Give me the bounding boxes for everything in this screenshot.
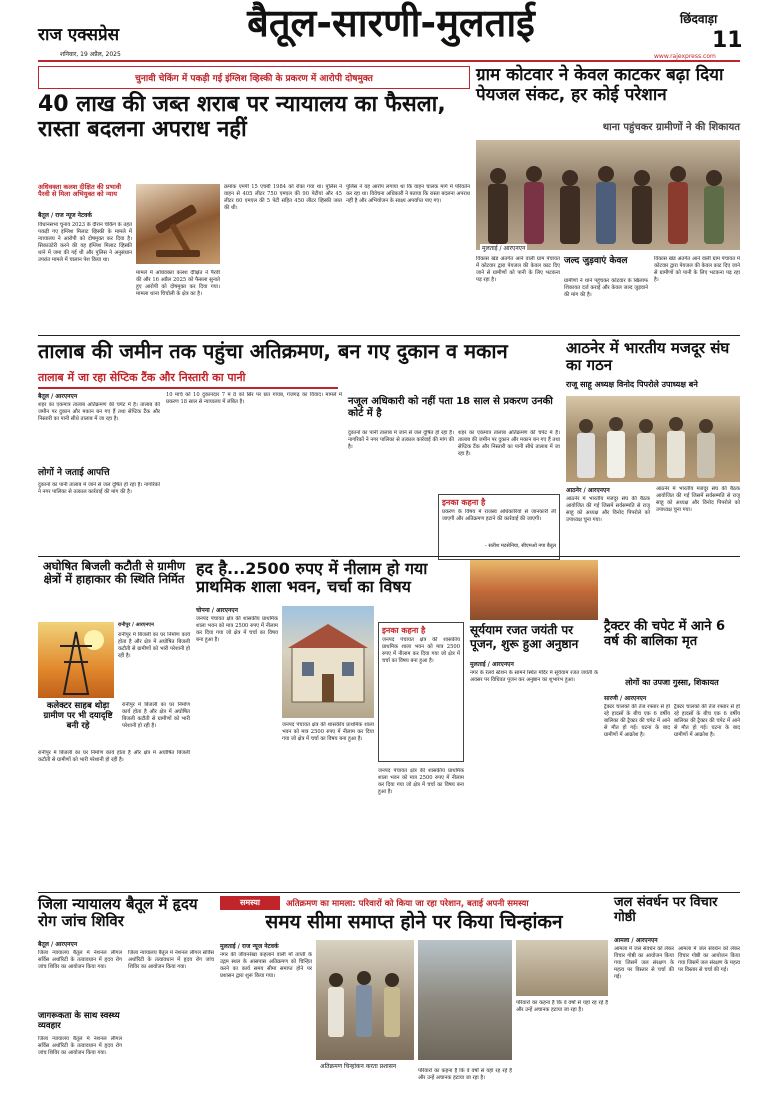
story-liquor-verdict <box>38 66 470 330</box>
story-byline: मुलताई / आरएनएन <box>470 661 514 668</box>
masthead-rule <box>38 60 740 62</box>
story-body: विकास खंड अंतर्गत आने वाली ग्राम पंचायत में कोटवार द्वारा पेयजल की केवल काट दिए जाने से ग्रामीणों को पानी के लिए भटकना पड़ रहा है। <box>476 256 560 283</box>
story-byline: आमला / आरएनएन <box>614 937 658 944</box>
section-tag: समस्या <box>220 896 280 910</box>
info-box-title: इनका कहना है <box>382 626 426 635</box>
story-subhead: अधिवक्ता कलश दीक्षित की प्रभावी पैरवी से मिला अभियुक्त को न्याय <box>38 183 122 199</box>
story-body: जनपद पंचायत क्षेत्र की शासकीय प्राथमिक शाला भवन को मात्र 2500 रुपए में नीलाम कर दिया गया जो क्षेत्र में चर्चा का विषय बना हुआ है। <box>378 768 464 795</box>
tractor-headline: ट्रैक्टर की चपेट में आने 6 वर्ष की बालिका मृत <box>604 619 725 649</box>
story-headline: अघोषित बिजली कटौती से ग्रामीण क्षेत्रों में हाहाकार की स्थिति निर्मित <box>42 559 186 587</box>
pull-quote: नजूल अधिकारी को नहीं पता 18 साल से प्रकरण उनकी कोर्ट में है <box>348 396 553 419</box>
highlight-quote: कलेक्टर साहब थोड़ा ग्रामीण पर भी दयादृष्टि बनी रहे <box>43 701 113 731</box>
page-number: 11 <box>712 28 743 53</box>
story-body: रानीपुर में बिजली का घर निर्माण कार्य होता है और क्षेत्र में अघोषित बिजली कटौती से ग्रामीणों को भारी परेशानी हो रही है। <box>118 632 190 659</box>
story-body: नगर की जीवनरेखा कहलाने वाली माँ ताप्ती के उद्गम स्थल के आसपास अतिक्रमण को चिन्हित करने का कार्य समय सीमा समाप्त होने पर प्रशासन द्वारा शुरू किया गया। <box>220 952 312 979</box>
story-kicker: चुनावी चेकिंग में पकड़ी गई इंग्लिश व्हिस्की के प्रकरण में आरोपी दोषमुक्त <box>38 66 470 89</box>
building-icon <box>282 606 374 718</box>
story-headline: ग्राम कोटवार ने केवल काटकर बढ़ा दिया पेयजल संकट, हर कोई परेशान <box>476 65 724 105</box>
story-power-cuts <box>38 560 190 888</box>
tower-icon <box>38 622 114 698</box>
masthead <box>0 0 778 62</box>
story-subhead: थाना पहुंचकर ग्रामीणों ने की शिकायत <box>602 122 740 133</box>
story-headline: समय सीमा समाप्त होने पर किया चिन्हांकन <box>265 911 563 933</box>
marking-photo-1 <box>316 940 414 1060</box>
story-school-auction <box>196 560 464 888</box>
story-body: ग्रामीणों ने थाने पहुंचकर कोटवार के खिलाफ शिकायत दर्ज कराई और केवल जल्द जुड़वाने की मांग की है। <box>564 278 648 298</box>
story-headline: आठनेर में भारतीय मजदूर संघ का गठन <box>566 339 730 375</box>
story-byline: रानीपुर / आरएनएन <box>118 622 154 628</box>
union-meeting-photo <box>566 396 740 482</box>
story-headline: सूर्ययाम रजत जयंती पर पूजन, शुरू हुआ अनुष्ठान <box>470 623 579 651</box>
story-body: ट्रैक्टर चालकों की तेज रफ्तार से हो रहे हादसों के बीच एक 6 वर्षीय बालिका की ट्रैक्टर की चपेट में आने से मौत हो गई। घटना के बाद ग्रामीणों में आक्रोश है। <box>674 704 740 738</box>
marking-photo-3 <box>516 940 608 996</box>
story-body: ट्रैक्टर चालकों की तेज रफ्तार से हो रहे हादसों के बीच एक 6 वर्षीय बालिका की ट्रैक्टर की चपेट में आने से मौत हो गई। घटना के बाद ग्रामीणों में आक्रोश है। <box>604 704 670 738</box>
marking-photo-2 <box>418 940 512 1060</box>
story-body: जनपद पंचायत क्षेत्र की शासकीय प्राथमिक शाला भवन को मात्र 2500 रुपए में नीलाम कर दिया गया जो क्षेत्र में चर्चा का विषय बना हुआ है। <box>282 722 374 742</box>
story-body: आठनेर में भारतीय मजदूर संघ की बैठक आयोजित की गई जिसमें सर्वसम्मति से राजू साहू को अध्यक्ष और विनोद पिपरोले को उपाध्यक्ष चुना गया। <box>566 496 650 523</box>
photo-caption: मुलताई / आरएनएन <box>482 245 526 252</box>
side-heading: जागरूकता के साथ स्वस्थ्य व्यवहार <box>38 1011 120 1031</box>
story-body: जिला न्यायालय बैतूल में नेशनल लीगल सर्विस अथॉरिटी के तत्वावधान में हृदय रोग जांच शिविर का आयोजन किया गया। <box>128 950 214 970</box>
school-building-photo <box>282 606 374 718</box>
gavel-icon <box>136 184 220 264</box>
story-suryayam-pujan <box>470 560 598 888</box>
story-body: जिला न्यायालय बैतूल में नेशनल लीगल सर्विस अथॉरिटी के तत्वावधान में हृदय रोग जांच शिविर का आयोजन किया गया। <box>38 1036 122 1056</box>
story-body: परिवारों का कहना है कि वे वर्षों से यहां रह रहे हैं और उन्हें अचानक हटाया जा रहा है। <box>418 1068 512 1081</box>
story-heart-camp <box>38 896 214 1096</box>
story-body: जिला न्यायालय बैतूल में नेशनल लीगल सर्विस अथॉरिटी के तत्वावधान में हृदय रोग जांच शिविर का आयोजन किया गया। <box>38 950 122 970</box>
story-lake-encroachment <box>38 340 560 562</box>
crowd-figures <box>316 940 414 1060</box>
story-headline: जिला न्यायालय बैतूल में हृदय रोग जांच शिविर <box>38 895 198 931</box>
info-box-text: जनपद पंचायत क्षेत्र की शासकीय प्राथमिक शाला भवन को मात्र 2500 रुपए में नीलाम कर दिया गया जो क्षेत्र में चर्चा का विषय बना हुआ है। <box>382 637 460 665</box>
story-headline: तालाब की जमीन तक पहुंचा अतिक्रमण, बन गए दुकान व मकान <box>38 339 508 363</box>
story-byline: बैतूल / आरएनएन <box>38 941 78 948</box>
story-body: विधानसभा चुनाव 2023 के दौरान चेकिंग के तहत पकड़ी गए इंग्लिश मिलाट व्हिस्की के मामले में न्यायालय ने आरोपी को दोषमुक्त कर दिया है। सिकाउंटेरी करने की यह इंग्लिश मिलाट व्हिस्की थाने में जमा की गई थी और पुलिस ने अनुसंधान उपरांत मामले में चालान पेश किया था। <box>38 222 132 263</box>
story-byline: आठनेर / आरएनएन <box>566 487 610 494</box>
story-body: पुलिस ने यह आरोप लगाया था कि वाहन चालक मार्ग में परिवर्तन कर रहा था। विवेचना अधिकारी ने बताया कि रास्ता बदलना अपराध नहीं है और अभियोजन के साक्ष्य अपर्याप्त पाए गए। <box>346 184 470 204</box>
story-labour-union <box>566 340 740 552</box>
story-body: क्रमांक एमपी 15 एचबी 1984 को रोका गया था। पुलिस ने वाहन से 405 लीटर 750 एमएल की 90 पेटीयां और 45 लीटर 60 एमएल की 5 पेटी सहित 450 लीटर व्हिस्की जब्त की थी। <box>224 184 342 211</box>
website-link[interactable]: www.rajexpress.com <box>654 53 716 60</box>
story-body: 10 मार्च को 10 दुकानदार 7 मं 8 को सिर पर छत गायब, गंजगढ़ का विवाद। मामले में प्रकरण 18 साल से न्यायालय में लंबित है। <box>166 392 342 405</box>
story-body: विकास खंड अंतर्गत आने वाली ग्राम पंचायत में कोटवार द्वारा पेयजल की केवल काट दिए जाने से ग्रामीणों को पानी के लिए भटकना पड़ रहा है। <box>654 256 740 283</box>
story-kicker: अतिक्रमण का मामला: परिवारों को किया जा रहा परेशान, बताई अपनी समस्या <box>286 899 529 909</box>
pujan-photo <box>470 560 598 620</box>
side-heading: लोगों ने जताई आपत्ति <box>38 468 110 478</box>
story-byline: बैतूल / आरएनएन <box>38 393 78 400</box>
section-divider <box>38 335 740 336</box>
villagers-photo <box>476 140 740 250</box>
story-body: परिवारों का कहना है कि वे वर्षों से यहां रह रहे हैं और उन्हें अचानक हटाया जा रहा है। <box>516 1000 608 1013</box>
city-name: छिंदवाड़ा <box>680 12 718 26</box>
story-byline: मुलताई / राज न्यूज नेटवर्क <box>220 943 279 950</box>
story-headline: जल संवर्धन पर विचार गोष्ठी <box>614 895 718 925</box>
info-box-title: इनका कहना है <box>442 498 486 507</box>
info-box <box>378 622 464 762</box>
brand-name: राज एक्सप्रेस <box>38 25 120 45</box>
story-body: शहर का एकमात्र तालाब अतिक्रमण की चपेट में है। तालाब की जमीन पर दुकान और मकान बन गए हैं तथा सेप्टिक टैंक और निस्तारी का पानी सीधे तालाब में जा रहा है। <box>458 430 560 457</box>
power-tower-photo <box>38 622 114 698</box>
story-encroachment-marking <box>220 896 608 1096</box>
story-byline: बैतूल / राज न्यूज नेटवर्क <box>38 212 92 219</box>
story-subhead: लोगों का उपजा गुस्सा, शिकायत <box>625 678 719 687</box>
info-box-sign: - सतीश मटसेनिया, सीएमओ नपा बैतूल <box>485 543 556 550</box>
story-body: शहर का एकमात्र तालाब अतिक्रमण की चपेट में है। तालाब की जमीन पर दुकान और मकान बन गए हैं तथा सेप्टिक टैंक और निस्तारी का पानी सीधे तालाब में जा रहा है। <box>38 402 160 422</box>
photo-caption: अतिक्रमण चिन्हांकन करता प्रशासन <box>318 1062 414 1070</box>
section-divider <box>38 892 740 893</box>
section-divider <box>38 556 740 557</box>
crowd-figures <box>476 140 740 250</box>
story-body: रानीपुर में बिजली का घर निर्माण कार्य होता है और क्षेत्र में अघोषित बिजली कटौती से ग्रामीणों को भारी परेशानी हो रही है। <box>122 702 190 729</box>
story-subhead: तालाब में जा रहा सेप्टिक टैंक और निस्तारी का पानी <box>38 372 338 389</box>
story-byline: चोपना / आरएनएन <box>196 607 238 614</box>
story-body: रानीपुर में बिजली का घर निर्माण कार्य होता है और क्षेत्र में अघोषित बिजली कटौती से ग्रामीणों को भारी परेशानी हो रही है। <box>38 750 190 763</box>
edition-date: शनिवार, 19 अप्रैल, 2025 <box>60 51 121 58</box>
subbox-title: जल्द जुड़वाएं केवल <box>564 256 628 266</box>
info-box <box>438 494 560 560</box>
story-subhead: राजू साहू अध्यक्ष विनोद पिपरोले उपाध्यक्ष बने <box>566 380 698 389</box>
meeting-figures <box>566 396 740 482</box>
story-water-crisis <box>476 66 740 330</box>
story-tractor-accident-main <box>604 650 740 888</box>
gavel-photo <box>136 184 220 264</box>
story-body: नगर के रेलवे स्टेशन के सामने स्थित मंदिर में सूर्ययाम रजत जयंती के अवसर पर विधिवत पूजन कर अनुष्ठान का शुभारंभ हुआ। <box>470 670 598 683</box>
story-headline: हद है...2500 रुपए में नीलाम हो गया प्राथमिक शाला भवन, चर्चा का विषय <box>196 559 428 597</box>
story-byline: सारणी / आरएनएन <box>604 695 647 702</box>
story-water-seminar <box>614 896 740 1096</box>
info-box-text: प्रकरण के विषय में राजस्व अधिकारियों से जानकारी ली जाएगी और अतिक्रमण हटाने की कार्रवाई की जाएगी। <box>442 509 556 523</box>
story-headline: 40 लाख की जब्त शराब पर न्यायालय का फैसला, रास्ता बदलना अपराध नहीं <box>38 92 446 143</box>
story-body: दुकानों का पानी तालाब में जाने से जल दूषित हो रहा है। नागरिकों ने नगर पालिका से तत्काल कार्रवाई की मांग की है। <box>348 430 454 450</box>
story-body: दुकानों का पानी तालाब में जाने से जल दूषित हो रहा है। नागरिकों ने नगर पालिका से तत्काल कार्रवाई की मांग की है। <box>38 482 160 495</box>
story-body: आठनेर में भारतीय मजदूर संघ की बैठक आयोजित की गई जिसमें सर्वसम्मति से राजू साहू को अध्यक्ष और विनोद पिपरोले को उपाध्यक्ष चुना गया। <box>656 486 740 513</box>
story-body: आमला में जल संवर्धन को लेकर विचार गोष्ठी का आयोजन किया गया जिसमें जल संरक्षण के महत्व पर विस्तार से चर्चा की गई। <box>678 946 740 973</box>
story-body: आमला में जल संवर्धन को लेकर विचार गोष्ठी का आयोजन किया गया जिसमें जल संरक्षण के महत्व पर विस्तार से चर्चा की गई। <box>614 946 674 980</box>
story-body: जनपद पंचायत क्षेत्र की शासकीय प्राथमिक शाला भवन को मात्र 2500 रुपए में नीलाम कर दिया गया जो क्षेत्र में चर्चा का विषय बना हुआ है। <box>196 616 278 643</box>
story-body: मामले में अधिवक्ता कलश दीक्षित ने पैरवी की और 16 अप्रैल 2025 को फैसला सुनाते हुए आरोपी को दोषमुक्त कर दिया गया। मामला थाना चिचोली के क्षेत्र का है। <box>136 270 220 297</box>
masthead-title: बैतूल-सारणी-मुलताई <box>247 1 535 45</box>
